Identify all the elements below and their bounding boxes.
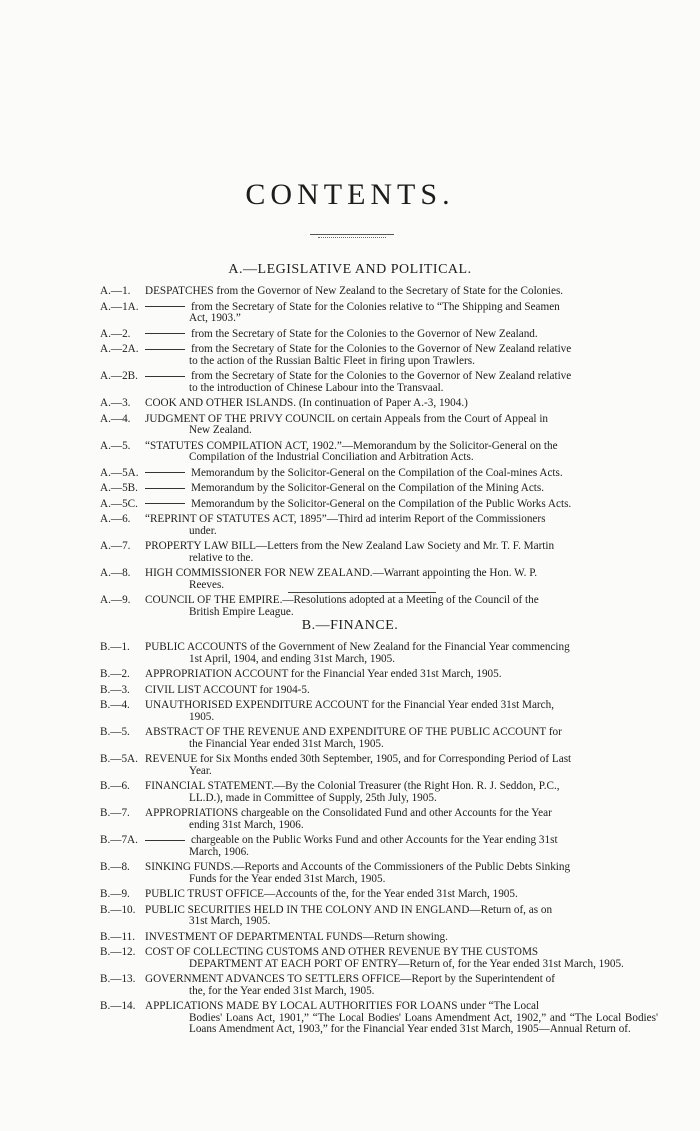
entry-text: CIVIL LIST ACCOUNT for 1904-5. — [145, 683, 310, 696]
entry-continuation: LL.D.), made in Committee of Supply, 25th July, 1905. — [189, 791, 437, 804]
entry-continuation: New Zealand. — [189, 424, 252, 436]
entry-continuation: Funds for the Year ended 31st March, 1905. — [189, 872, 386, 885]
entry-body — [145, 889, 658, 901]
entry-continuation: March, 1906. — [189, 845, 249, 858]
title-rule-dotted — [318, 237, 386, 238]
entry-body — [145, 685, 658, 697]
entry-text: from the Secretary of State for the Colonies relative to “The Shipping and Seamen — [191, 300, 560, 313]
contents-entry — [0, 642, 700, 665]
contents-entry — [0, 499, 700, 511]
entry-text: from the Secretary of State for the Colonies to the Governor of New Zealand relative — [191, 343, 572, 355]
entry-text: FINANCIAL STATEMENT.—By the Colonial Treasurer (the Right Hon. R. J. Seddon, P.C., — [145, 780, 560, 792]
contents-entry — [0, 835, 700, 858]
entry-body — [145, 468, 658, 480]
entry-body — [145, 835, 658, 858]
entry-code: A.—8. — [100, 567, 131, 579]
entry-continuation: Reeves. — [189, 578, 225, 591]
entry-code: A.—1. — [100, 285, 131, 297]
contents-entry — [0, 541, 700, 564]
entry-text: APPROPRIATIONS chargeable on the Consolidated Fund and other Accounts for the Year — [145, 807, 552, 819]
entry-continuation: the Financial Year ended 31st March, 1905. — [189, 737, 384, 750]
entry-code: B.—7. — [100, 807, 130, 819]
ditto-dash — [145, 376, 185, 377]
entry-continuation: British Empire League. — [189, 605, 294, 618]
entry-continuation: to the introduction of Chinese Labour into the Transvaal. — [189, 381, 444, 394]
contents-entry — [0, 947, 700, 970]
entry-body — [145, 514, 658, 537]
entry-body — [145, 754, 658, 777]
entry-body — [145, 700, 658, 723]
entry-code: B.—5. — [100, 726, 130, 738]
contents-entry — [0, 932, 700, 944]
contents-entry — [0, 974, 700, 997]
contents-entry — [0, 483, 700, 495]
contents-entry — [0, 302, 700, 325]
entry-continuation: under. — [189, 524, 217, 537]
entry-code: B.—1. — [100, 641, 130, 653]
entry-body — [145, 499, 658, 511]
entry-code: A.—5C. — [100, 497, 138, 510]
entry-code: B.—13. — [100, 973, 136, 985]
entry-code: B.—2. — [100, 668, 130, 680]
entry-text: PUBLIC ACCOUNTS of the Government of New Zealand for the Financial Year commencing — [145, 641, 570, 653]
contents-entry — [0, 371, 700, 394]
entry-body — [145, 727, 658, 750]
entry-text: from the Secretary of State for the Colonies to the Governor of New Zealand. — [191, 327, 538, 340]
entry-code: B.—3. — [100, 683, 130, 696]
entry-text: ABSTRACT OF THE REVENUE AND EXPENDITURE OF THE PUBLIC ACCOUNT for — [145, 726, 562, 738]
entry-body — [145, 669, 658, 681]
entry-text: Memorandum by the Solicitor-General on the Compilation of the Public Works Acts. — [191, 497, 572, 510]
contents-entry — [0, 685, 700, 697]
entry-code: A.—2. — [100, 327, 131, 340]
entry-continuation: 1st April, 1904, and ending 31st March, 1905. — [189, 652, 396, 665]
contents-entry — [0, 727, 700, 750]
entry-body — [145, 642, 658, 665]
entry-code: B.—5A. — [100, 753, 138, 765]
entry-code: A.—4. — [100, 412, 131, 425]
entry-code: A.—5B. — [100, 482, 138, 494]
entry-body — [145, 483, 658, 495]
entry-body — [145, 302, 658, 325]
entry-body — [145, 862, 658, 885]
contents-entry — [0, 398, 700, 410]
entry-code: A.—2B. — [100, 370, 138, 382]
section-heading: A.—LEGISLATIVE AND POLITICAL. — [228, 262, 472, 277]
entry-body — [145, 344, 658, 367]
ditto-dash — [145, 349, 185, 350]
contents-entry — [0, 514, 700, 537]
entry-list — [0, 642, 700, 1036]
entry-code: A.—2A. — [100, 343, 139, 355]
entry-text: APPLICATIONS MADE BY LOCAL AUTHORITIES FOR LOANS under “The Local — [145, 1000, 540, 1012]
entry-body — [145, 541, 658, 564]
entry-code: B.—6. — [100, 780, 130, 792]
contents-entry — [0, 414, 700, 437]
entry-continuation: DEPARTMENT AT EACH PORT OF ENTRY—Return of, for the Year ended 31st March, 1905. — [189, 957, 624, 970]
entry-text: SINKING FUNDS.—Reports and Accounts of the Commissioners of the Public Debts Sinking — [145, 861, 571, 873]
contents-entry — [0, 568, 700, 591]
entry-text: GOVERNMENT ADVANCES TO SETTLERS OFFICE—Report by the Superintendent of — [145, 973, 556, 985]
entry-code: A.—3. — [100, 397, 131, 409]
entry-continuation: 1905. — [189, 710, 215, 723]
contents-entry — [0, 862, 700, 885]
entry-body — [145, 1001, 658, 1036]
contents-entry — [0, 669, 700, 681]
entry-text: UNAUTHORISED EXPENDITURE ACCOUNT for the Financial Year ended 31st March, — [145, 699, 555, 711]
contents-entry — [0, 344, 700, 367]
entry-body — [145, 947, 658, 970]
entry-list — [0, 286, 700, 618]
entry-code: B.—12. — [100, 946, 136, 958]
entry-body — [145, 781, 658, 804]
entry-body — [145, 974, 658, 997]
entry-continuation: Year. — [189, 764, 212, 777]
ditto-dash — [145, 488, 185, 489]
contents-entry — [0, 468, 700, 480]
entry-text: PUBLIC TRUST OFFICE—Accounts of the, for the Year ended 31st March, 1905. — [145, 888, 518, 900]
entry-continuation: the, for the Year ended 31st March, 1905. — [189, 984, 375, 997]
entry-continuation: to the action of the Russian Baltic Fleet in firing upon Trawlers. — [189, 354, 475, 367]
contents-entry — [0, 905, 700, 928]
entry-text: DESPATCHES from the Governor of New Zealand to the Secretary of State for the Colonies. — [145, 285, 564, 297]
entry-text: “REPRINT OF STATUTES ACT, 1895”—Third ad interim Report of the Commissioners — [145, 513, 546, 525]
title-rule — [310, 234, 394, 235]
entry-code: A.—5A. — [100, 466, 139, 479]
entry-code: A.—9. — [100, 594, 131, 606]
entry-body — [145, 568, 658, 591]
ditto-dash — [145, 306, 185, 307]
contents-entry — [0, 808, 700, 831]
entry-continuation: Compilation of the Industrial Conciliation and Arbitration Acts. — [189, 451, 474, 463]
entry-body — [145, 808, 658, 831]
entry-body — [145, 932, 658, 944]
entry-continuation: 31st March, 1905. — [189, 915, 271, 927]
entry-code: B.—9. — [100, 888, 130, 900]
entry-text: HIGH COMMISSIONER FOR NEW ZEALAND.—Warrant appointing the Hon. W. P. — [145, 567, 537, 579]
entry-code: B.—14. — [100, 1000, 136, 1012]
entry-body — [145, 329, 658, 341]
entry-body — [145, 595, 658, 618]
contents-entry — [0, 286, 700, 298]
entry-code: A.—1A. — [100, 300, 139, 313]
entry-body — [145, 371, 658, 394]
entry-text: from the Secretary of State for the Colonies to the Governor of New Zealand relative — [191, 370, 572, 382]
contents-entry — [0, 889, 700, 901]
contents-entry — [0, 1001, 700, 1036]
contents-entry — [0, 441, 700, 464]
entry-text: Memorandum by the Solicitor-General on the Compilation of the Coal-mines Acts. — [191, 466, 563, 479]
entry-text: Memorandum by the Solicitor-General on the Compilation of the Mining Acts. — [191, 482, 545, 494]
entry-text: chargeable on the Public Works Fund and other Accounts for the Year ending 31st — [191, 834, 558, 846]
entry-text: REVENUE for Six Months ended 30th September, 1905, and for Corresponding Period of Last — [145, 753, 572, 765]
entry-code: A.—5. — [100, 439, 131, 452]
entry-code: B.—10. — [100, 903, 136, 916]
entry-body — [145, 286, 658, 298]
entry-code: A.—6. — [100, 513, 131, 525]
section-finance — [0, 618, 700, 1040]
entry-text: “STATUTES COMPILATION ACT, 1902.”—Memorandum by the Solicitor-General on the — [145, 439, 558, 452]
entry-continuation: ending 31st March, 1906. — [189, 818, 304, 831]
contents-entry — [0, 595, 700, 618]
entry-body — [145, 398, 658, 410]
entry-text: PROPERTY LAW BILL—Letters from the New Zealand Law Society and Mr. T. F. Martin — [145, 540, 555, 552]
section-legislative — [0, 262, 700, 622]
entry-continuation: Bodies' Loans Act, 1901,” “The Local Bodies' Loans Amendment Act, 1902,” and “The Local Bodies' Loans Amendment Act, 1903,” for the Financial Year ended 31st March, 1905—Annual Return of. — [189, 1011, 658, 1035]
entry-text: COUNCIL OF THE EMPIRE.—Resolutions adopted at a Meeting of the Council of the — [145, 594, 539, 606]
entry-body — [145, 905, 658, 928]
section-heading: B.—FINANCE. — [301, 618, 399, 633]
entry-text: PUBLIC SECURITIES HELD IN THE COLONY AND IN ENGLAND—Return of, as on — [145, 903, 553, 916]
entry-code: B.—11. — [100, 930, 136, 943]
entry-text: APPROPRIATION ACCOUNT for the Financial Year ended 31st March, 1905. — [145, 668, 502, 680]
entry-code: A.—7. — [100, 540, 131, 552]
page-title: CONTENTS. — [245, 178, 455, 211]
ditto-dash — [145, 503, 185, 504]
entry-body — [145, 441, 658, 464]
section-divider — [288, 592, 436, 593]
entry-code: B.—7A. — [100, 834, 138, 846]
entry-text: COOK AND OTHER ISLANDS. (In continuation of Paper A.-3, 1904.) — [145, 397, 468, 409]
entry-code: B.—4. — [100, 699, 130, 711]
contents-entry — [0, 754, 700, 777]
ditto-dash — [145, 333, 185, 334]
entry-text: INVESTMENT OF DEPARTMENTAL FUNDS—Return showing. — [145, 930, 448, 943]
contents-entry — [0, 329, 700, 341]
contents-entry — [0, 781, 700, 804]
entry-body — [145, 414, 658, 437]
entry-continuation: Act, 1903.” — [189, 312, 241, 324]
ditto-dash — [145, 840, 185, 841]
entry-continuation: relative to the. — [189, 551, 254, 564]
entry-code: B.—8. — [100, 861, 130, 873]
contents-entry — [0, 700, 700, 723]
entry-text: JUDGMENT OF THE PRIVY COUNCIL on certain Appeals from the Court of Appeal in — [145, 412, 549, 425]
ditto-dash — [145, 472, 185, 473]
entry-text: COST OF COLLECTING CUSTOMS AND OTHER REVENUE BY THE CUSTOMS — [145, 946, 539, 958]
